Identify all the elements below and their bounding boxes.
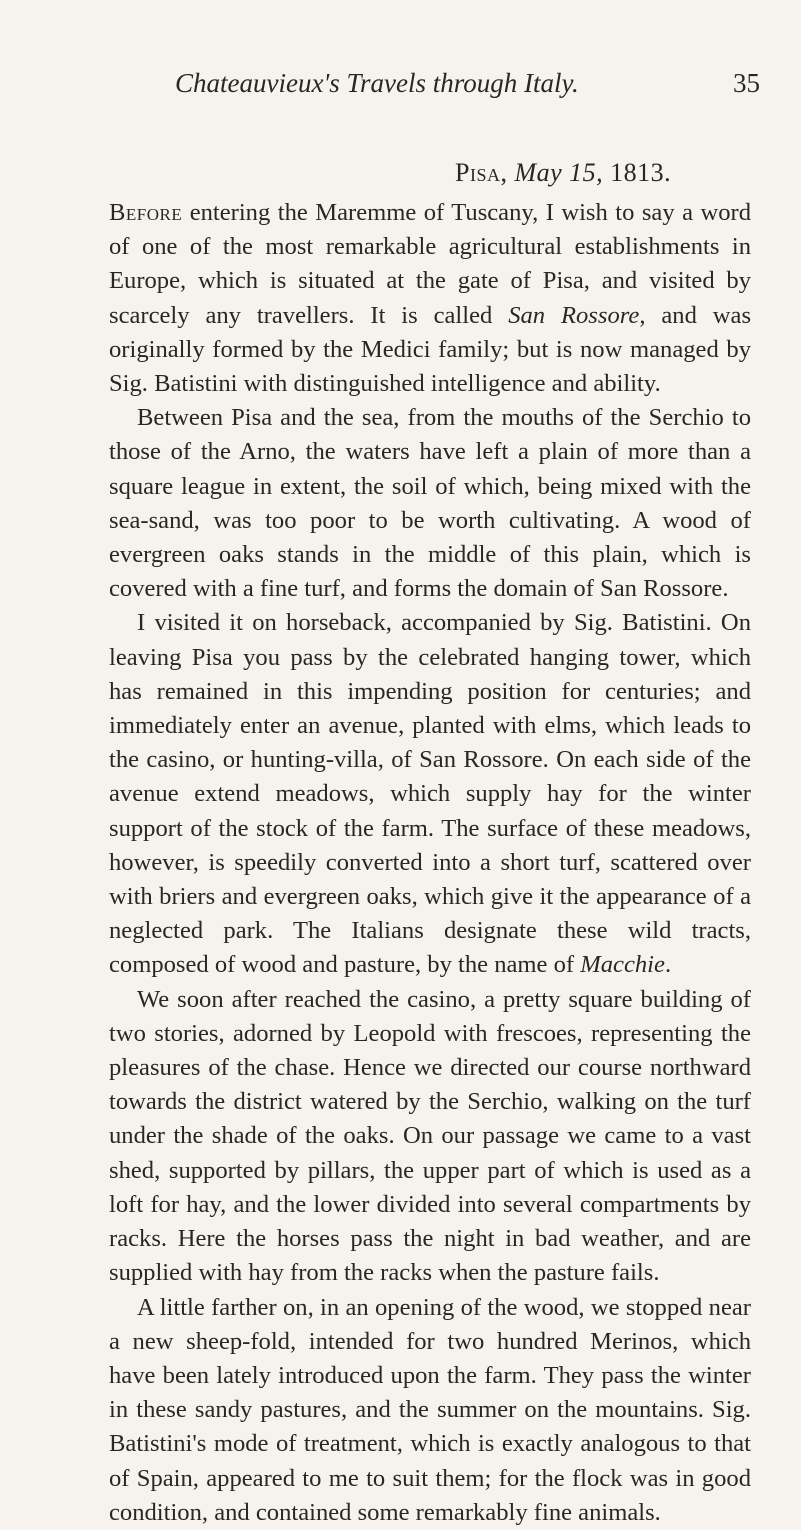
paragraph-text: We soon after reached the casino, a pretty square building of two stories, adorned by Leopold with frescoes, representing the pleasures of the chase. Hence we directed our course northward towards the district watered by the Serchio, walking on the turf under the shade of the oaks. On our passage we came to a vast shed, supported by pillars, the upper part of which is used as a loft for hay, and the lower divided into several compartments by racks. Here the horses pass the night in bad weather, and are supplied with hay from the racks when the pasture fails.: [109, 985, 751, 1287]
page-number: 35: [733, 68, 760, 98]
dateline: [455, 158, 671, 188]
paragraph-lead-word: Before: [109, 199, 183, 226]
paragraph-tail: , and was originally formed by the Medici family; but is now managed by Sig. Batistini with distinguished intelligence and ability.: [109, 301, 752, 398]
paragraph-text: I visited it on horseback, accompanied by Sig. Batistini. On leaving Pisa you pass by the celebrated hanging tower, which has remained in this impending position for centuries; and immediately enter an avenue, planted with elms, which leads to the casino, or hunting-villa, of San Rossore. On each side of the avenue extend meadows, which supply hay for the winter support of the stock of the farm. The surface of these meadows, however, is speedily converted into a short turf, scattered over with briers and evergreen oaks, which give it the appearance of a neglected park. The Italians designate these wild tracts, composed of wood and pasture, by the name of: [109, 609, 751, 979]
dateline-place: Pisa,: [455, 158, 508, 187]
body-text: [109, 196, 751, 1530]
paragraph: [109, 401, 751, 606]
dateline-year: 1813.: [610, 158, 672, 187]
paragraph-text: A little farther on, in an opening of the wood, we stopped near a new sheep-fold, intended for two hundred Merinos, which have been lately introduced upon the farm. They pass the winter in these sandy pastures, and the summer on the mountains. Sig. Batistini's mode of treatment, which is exactly analogous to that of Spain, appeared to me to suit them; for the flock was in good condition, and contained some remarkably fine animals.: [109, 1293, 751, 1526]
paragraph: [109, 196, 751, 401]
paragraph: [109, 983, 751, 1291]
dateline-date: May 15,: [514, 158, 604, 187]
running-title: Chateauvieux's Travels through Italy.: [175, 68, 579, 98]
paragraph: [109, 1291, 751, 1530]
paragraph-italic-term: Macchie: [580, 951, 665, 979]
paragraph-text: entering the Maremme of Tuscany, I wish to say a word of one of the most remarkable agricultural establishments in Europe, which is situated at the gate of Pisa, and visited by scarcely any travellers. It is called: [109, 199, 751, 329]
paragraph-italic-term: San Rossore: [508, 301, 640, 329]
paragraph: [109, 606, 751, 982]
paragraph-tail: .: [664, 951, 672, 979]
paragraph-text: Between Pisa and the sea, from the mouths of the Serchio to those of the Arno, the waters have left a plain of more than a square league in extent, the soil of which, being mixed with the sea-sand, was too poor to be worth cultivating. A wood of evergreen oaks stands in the middle of this plain, which is covered with a fine turf, and forms the domain of San Rossore.: [109, 404, 751, 603]
